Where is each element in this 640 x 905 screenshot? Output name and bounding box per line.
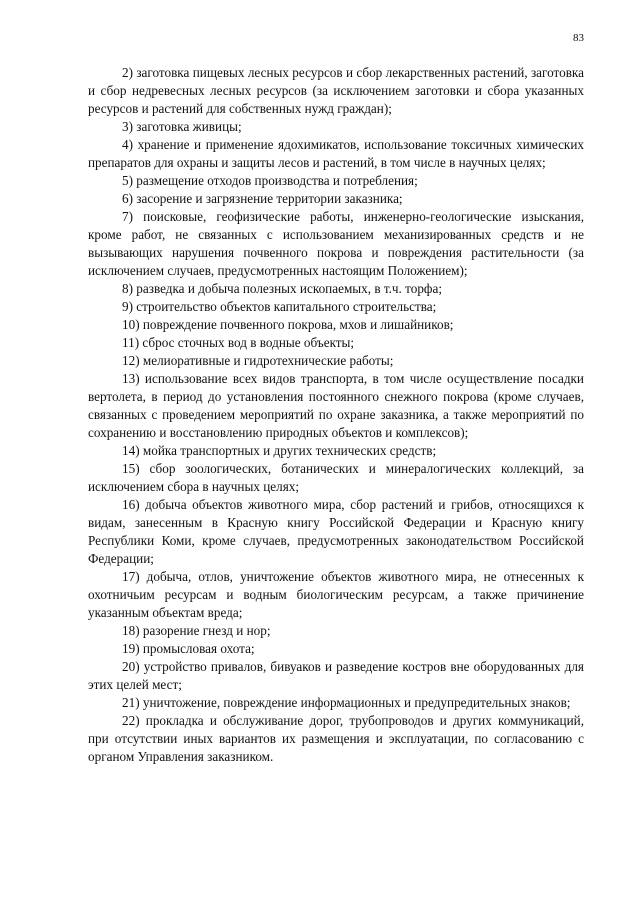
list-item-21: 21) уничтожение, повреждение информационных и предупредительных знаков; bbox=[122, 695, 571, 710]
list-item-20: 20) устройство привалов, бивуаков и разведение костров вне оборудованных для этих целей мест; bbox=[88, 659, 584, 692]
list-item-2: 2) заготовка пищевых лесных ресурсов и сбор лекарственных растений, заготовка и сбор недревесных лесных ресурсов (за исключением заготовки и сбора указанных ресурсов и растений для собственных нужд граждан); bbox=[88, 65, 584, 116]
list-item-16: 16) добыча объектов животного мира, сбор растений и грибов, относящихся к видам, занесенным в Красную книгу Российской Федерации и Красную книгу Республики Коми, кроме случаев, предусмотренных законодательством Российской Федерации; bbox=[88, 497, 584, 566]
list-item-22: 22) прокладка и обслуживание дорог, трубопроводов и других коммуникаций, при отсутствии иных вариантов их размещения и эксплуатации, по согласованию с органом Управления заказником. bbox=[88, 713, 584, 764]
list-item-13: 13) использование всех видов транспорта, в том числе осуществление посадки вертолета, в период до установления постоянного снежного покрова (кроме случаев, связанных с проведением мероприятий по охране заказника, а также мероприятий по сохранению и восстановлению природных объектов и комплексов); bbox=[88, 371, 584, 440]
list-item-10: 10) повреждение почвенного покрова, мхов и лишайников; bbox=[122, 317, 454, 332]
page-number: 83 bbox=[573, 32, 584, 44]
list-item-4: 4) хранение и применение ядохимикатов, использование токсичных химических препаратов для охраны и защиты лесов и растений, в том числе в научных целях; bbox=[88, 137, 584, 170]
document-content bbox=[88, 64, 584, 766]
list-item-6: 6) засорение и загрязнение территории заказника; bbox=[122, 191, 403, 206]
list-item-8: 8) разведка и добыча полезных ископаемых, в т.ч. торфа; bbox=[122, 281, 442, 296]
list-item-15: 15) сбор зоологических, ботанических и минералогических коллекций, за исключением сбора в научных целях; bbox=[88, 461, 584, 494]
list-item-7: 7) поисковые, геофизические работы, инженерно-геологические изыскания, кроме работ, не связанных с использованием механизированных средств и не вызывающих нарушения почвенного покрова и повреждения растительности (за исключением случаев, предусмотренных настоящим Положением); bbox=[88, 209, 584, 278]
list-item-17: 17) добыча, отлов, уничтожение объектов животного мира, не отнесенных к охотничьим ресурсам и водным биологическим ресурсам, а также причинение указанным объектам вреда; bbox=[88, 569, 584, 620]
list-item-19: 19) промысловая охота; bbox=[122, 641, 255, 656]
list-item-12: 12) мелиоративные и гидротехнические работы; bbox=[122, 353, 394, 368]
list-item-9: 9) строительство объектов капитального строительства; bbox=[122, 299, 437, 314]
list-item-11: 11) сброс сточных вод в водные объекты; bbox=[122, 335, 355, 350]
list-item-18: 18) разорение гнезд и нор; bbox=[122, 623, 271, 638]
list-item-3: 3) заготовка живицы; bbox=[122, 119, 242, 134]
list-item-5: 5) размещение отходов производства и потребления; bbox=[122, 173, 418, 188]
list-item-14: 14) мойка транспортных и других технических средств; bbox=[122, 443, 437, 458]
